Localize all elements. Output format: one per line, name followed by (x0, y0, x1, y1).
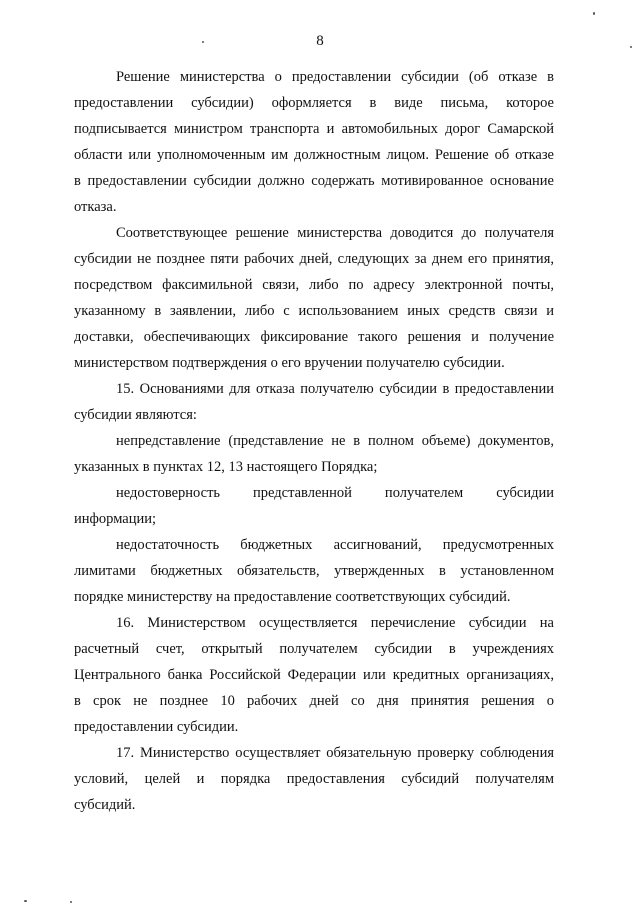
text-line: Центрального банка Российской Федерации или кредитных организациях, (74, 667, 554, 683)
scan-speck (630, 46, 632, 48)
text-line: условий, целей и порядка предоставления субсидий получателям (74, 771, 554, 787)
text-line: непредставление (представление не в полном объеме) документов, (116, 433, 554, 449)
text-line: субсидии являются: (74, 407, 197, 423)
text-line: области или уполномоченным им должностным лицом. Решение об отказе (74, 147, 554, 163)
text-line: указанному в заявлении, либо с использованием иных средств связи и (74, 303, 554, 319)
text-line: недостаточность бюджетных ассигнований, предусмотренных (116, 537, 554, 553)
text-line: посредством факсимильной связи, либо по адресу электронной почты, (74, 277, 554, 293)
text-line: Соответствующее решение министерства доводится до получателя (116, 225, 554, 241)
scan-speck (593, 12, 595, 15)
scan-speck (202, 41, 204, 43)
scan-speck (24, 900, 27, 902)
text-line: информации; (74, 511, 157, 527)
text-line: предоставлении субсидии) оформляется в виде письма, которое (74, 95, 554, 111)
text-line: подписывается министром транспорта и автомобильных дорог Самарской (74, 121, 554, 137)
text-line: лимитами бюджетных обязательств, утвержденных в установленном (74, 563, 554, 579)
text-line: в предоставлении субсидии должно содержать мотивированное основание (74, 173, 554, 189)
text-line: 15. Основаниями для отказа получателю субсидии в предоставлении (116, 381, 554, 397)
text-line: Решение министерства о предоставлении субсидии (об отказе в (116, 69, 554, 85)
text-line: субсидий. (74, 797, 136, 813)
text-line: отказа. (74, 199, 117, 215)
text-line: порядке министерству на предоставление соответствующих субсидий. (74, 589, 511, 605)
page-number: 8 (316, 33, 324, 49)
scan-speck (70, 901, 72, 903)
text-line: в срок не позднее 10 рабочих дней со дня принятия решения о (74, 693, 554, 709)
text-line: предоставлении субсидии. (74, 719, 239, 735)
text-line: министерством подтверждения о его вручении получателю субсидии. (74, 355, 505, 371)
text-line: субсидии не позднее пяти рабочих дней, следующих за днем его принятия, (74, 251, 554, 267)
text-line: доставки, обеспечивающих фиксирование такого решения и получение (74, 329, 554, 345)
text-line: 17. Министерство осуществляет обязательную проверку соблюдения (116, 745, 554, 761)
document-body (74, 64, 554, 818)
text-line: расчетный счет, открытый получателем субсидии в учреждениях (74, 641, 554, 657)
text-line: 16. Министерством осуществляется перечисление субсидии на (116, 615, 554, 631)
text-line: указанных в пунктах 12, 13 настоящего Порядка; (74, 459, 378, 475)
text-line: недостоверность представленной получателем субсидии (116, 485, 554, 501)
